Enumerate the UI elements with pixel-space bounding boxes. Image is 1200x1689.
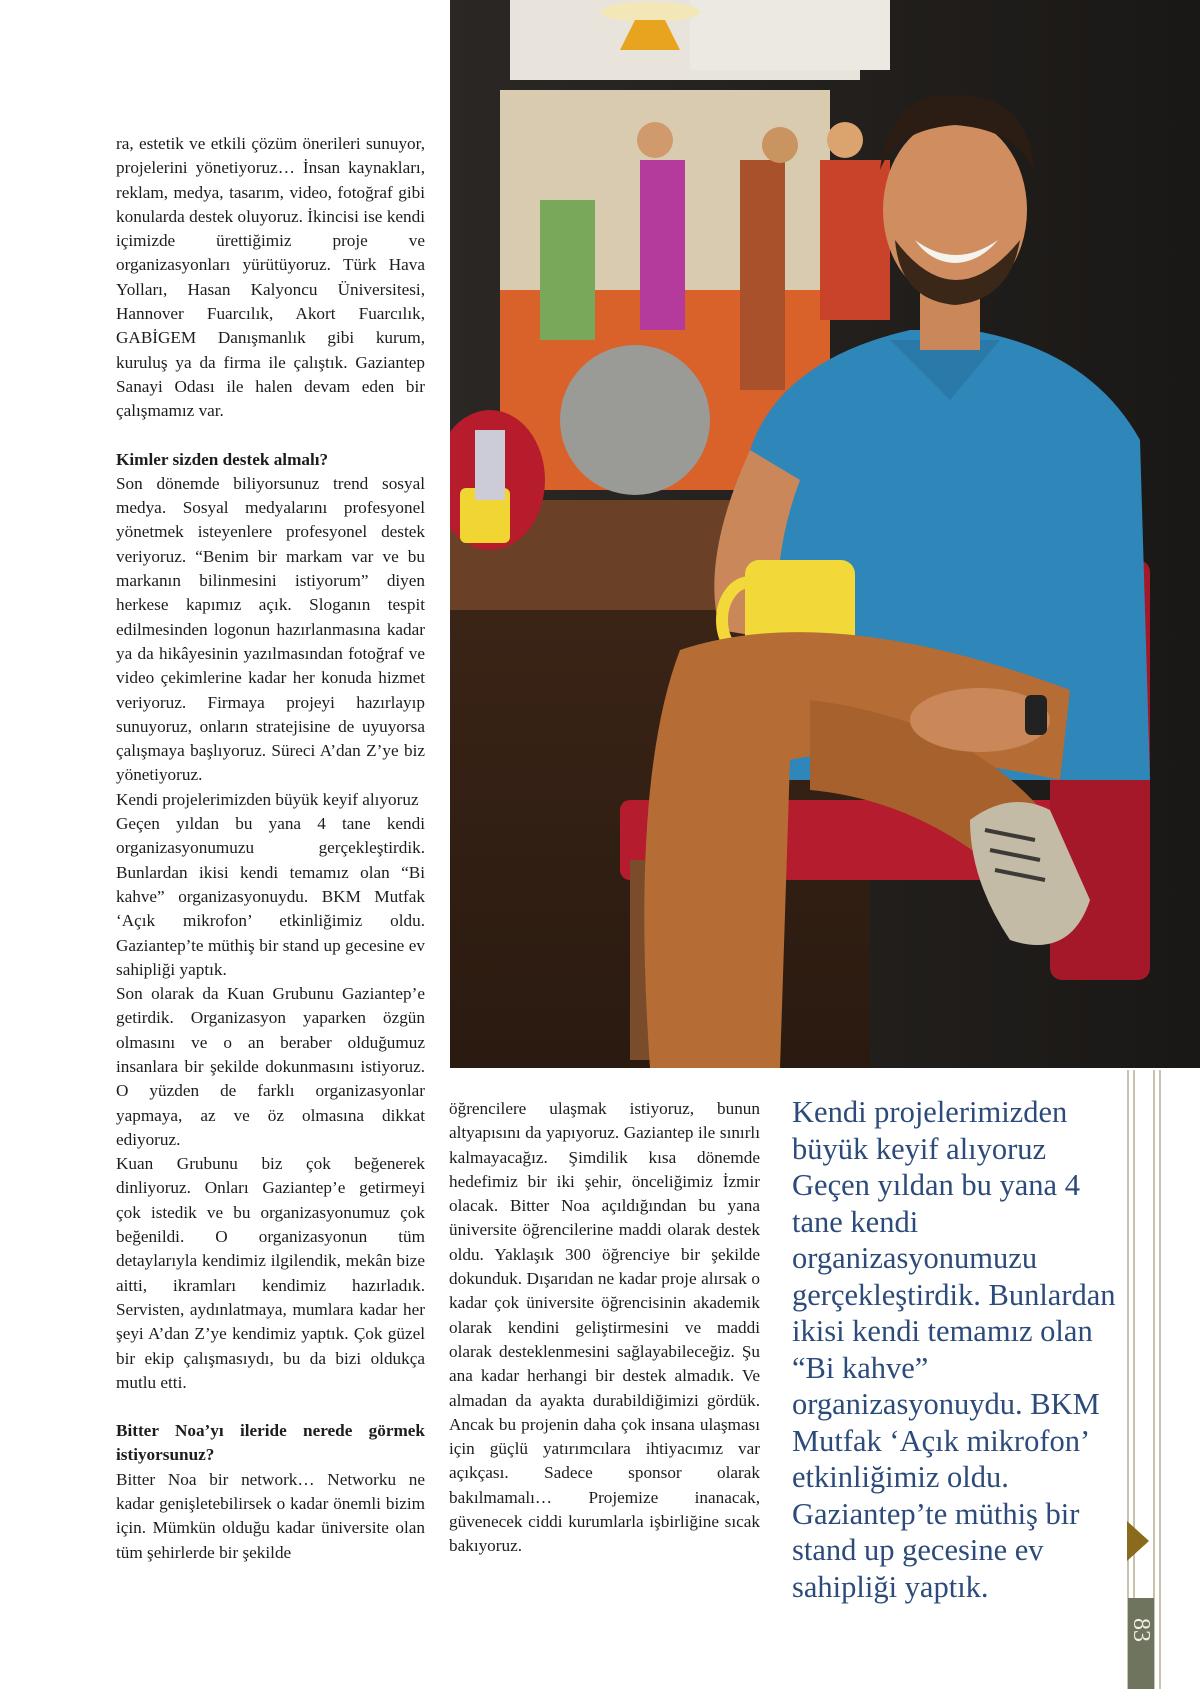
pull-quote-line: Geçen yıldan bu yana 4 tane kendi organizasyonumuzu gerçekleştirdik. Bunlardan ikisi kendi temamız olan “Bi kahve” organizasyonuydu. BKM Mutfak ‘Açık mikrofon’ etkinliğimiz oldu. Gaziantep’te müthiş bir stand up gecesine ev sahipliği yaptık. xyxy=(792,1168,1116,1604)
pull-quote xyxy=(792,1094,1132,1605)
paragraph: ra, estetik ve etkili çözüm önerileri sunuyor, projelerini yönetiyoruz… İnsan kaynakları, reklam, medya, tasarım, video, fotoğraf gibi konularda destek oluyoruz. İkincisi ise kendi içimizde ürettiğimiz proje ve organizasyonları yürütüyoruz. Türk Hava Yolları, Hasan Kalyoncu Üniversitesi, Hannover Fuarcılık, Akort Fuarcılık, GABİGEM Danışmanlık gibi kurum, kuruluş ya da firma ile çalıştık. Gaziantep Sanayi Odası ile halen devam eden bir çalışmamız var. xyxy=(116,134,425,421)
page-number: 83 xyxy=(1128,1618,1154,1642)
section-heading: Bitter Noa’yı ileride nerede görmek istiyorsunuz? xyxy=(116,1421,425,1465)
section-heading: Kimler sizden destek almalı? xyxy=(116,449,329,469)
paragraph: Geçen yıldan bu yana 4 tane kendi organizasyonumuzu gerçekleştirdik. Bunlardan ikisi kendi temamız olan “Bi kahve” organizasyonuydu. BKM Mutfak ‘Açık mikrofon’ etkinliğimiz oldu. Gaziantep’te müthiş bir stand up gecesine ev sahipliği yaptık. xyxy=(116,814,425,979)
paragraph: Kendi projelerimizden büyük keyif alıyoruz xyxy=(116,789,419,809)
paragraph: öğrencilere ulaşmak istiyoruz, bunun altyapısını da yapıyoruz. Gaziantep ile sınırlı kalmayacağız. Şimdilik kısa dönemde hedefimiz bir iki şehir, önceliğimiz İzmir olacak. Bitter Noa açıldığından bu yana üniversite öğrencilerine maddi olarak destek oldu. Yaklaşık 300 öğrenciye bir şekilde dokunduk. Dışarıdan ne kadar proje alırsak o kadar çok üniversite öğrencisinin akademik olarak kendini geliştirmesini ve maddi olarak desteklenmesini sağlayabileceğiz. Şu ana kadar herhangi bir destek almadık. Ve almadan da ayakta durabildiğimizi gördük. Ancak bu projenin daha çok insana ulaşması için güçlü yatırımcılara ihtiyacımız var açıkçası. Sadece sponsor olarak bakılmamalı… Projemize inanacak, güvenecek ciddi kurumlarla işbirliğine sıcak bakıyoruz. xyxy=(449,1099,760,1556)
pull-quote-line: Kendi projelerimizden büyük keyif alıyoruz xyxy=(792,1095,1068,1166)
paragraph: Son dönemde biliyorsunuz trend sosyal medya. Sosyal medyalarını profesyonel yönetmek isteyenlere profesyonel destek veriyoruz. “Benim bir markam var ve bu markanın bilinmesini istiyorum” diyen herkese kapımız açık. Sloganın tespit edilmesinden logonun hazırlanmasına kadar ya da hikâyesinin yazılmasından fotoğraf ve video çekimlerine kadar her konuda hizmet veriyoruz. Firmaya projeyi hazırlayıp sunuyoruz, onların stratejisine de uyuyorsa çalışmaya başlıyoruz. Süreci A’dan Z’ye biz yönetiyoruz. xyxy=(116,473,425,785)
article-column-left xyxy=(116,132,425,1565)
paragraph: Bitter Noa bir network… Networku ne kadar genişletebilirsek o kadar önemli bizim için. Mümkün olduğu kadar üniversite olan tüm şehirlerde bir şekilde xyxy=(116,1469,425,1562)
paragraph: Kuan Grubunu biz çok beğenerek dinliyoruz. Onları Gaziantep’e getirmeyi çok istedik ve bu organizasyonumuz çok beğenildi. O organizasyonun tüm detaylarıyla kendimiz ilgilendik, mekân bize aitti, ikramları kendimiz hazırladık. Servisten, aydınlatmaya, mumlara kadar her şeyi A’dan Z’ye kendimiz yaptık. Çok güzel bir ekip çalışmasıydı, bu da bizi oldukça mutlu etti. xyxy=(116,1154,425,1392)
arrow-right-icon xyxy=(1127,1521,1149,1561)
article-column-middle xyxy=(449,1097,760,1559)
decorative-vertical-lines xyxy=(1125,1070,1200,1689)
portrait-photo xyxy=(450,0,1200,1068)
paragraph: Son olarak da Kuan Grubunu Gaziantep’e getirdik. Organizasyon yaparken özgün olmasını ve o an beraber olduğumuz insanlara bir şekilde dokunmasını istiyoruz. O yüzden de farklı organizasyonlar yapmaya, az ve öz olmasına dikkat ediyoruz. xyxy=(116,984,425,1149)
